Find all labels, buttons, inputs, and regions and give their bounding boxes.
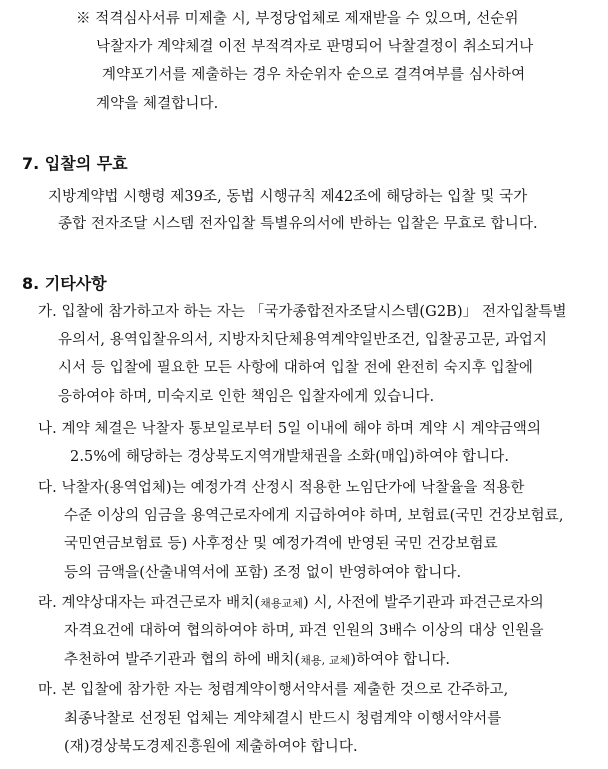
item-da-line-4: 등의 금액을(산출내역서에 포함) 조정 없이 반영하여야 합니다.: [64, 565, 462, 581]
note-line-3: 계약포기서를 제출하는 경우 차순위자 순으로 결격여부를 심사하여: [102, 67, 526, 83]
section-7-line-2: 종합 전자조달 시스템 전자입찰 특별유의서에 반하는 입찰은 무효로 합니다.: [58, 216, 538, 232]
item-ra-line-1-small: 채용교체: [260, 597, 303, 610]
item-ma-line-3: (재)경상북도경제진흥원에 제출하여야 합니다.: [64, 739, 358, 755]
item-ga-line-2: 유의서, 용역입찰유의서, 지방자치단체용역계약일반조건, 입찰공고문, 과업지: [58, 332, 548, 348]
item-ra-line-3-b: )하여야 합니다.: [350, 652, 451, 668]
item-ra-line-3-small: 채용, 교체: [300, 654, 351, 667]
item-ra-line-2: 자격요건에 대하여 협의하여야 하며, 파견 인원의 3배수 이상의 대상 인원을: [64, 623, 544, 639]
item-ma-line-2: 최종낙찰로 선정된 업체는 계약체결시 반드시 청렴계약 이행서약서를: [64, 711, 502, 727]
item-ga-line-1: 가. 입찰에 참가하고자 하는 자는 「국가종합전자조달시스템(G2B)」 전자입찰특별: [38, 304, 567, 320]
note-line-2: 낙찰자가 계약체결 이전 부적격자로 판명되어 낙찰결정이 취소되거나: [96, 39, 534, 55]
item-da-line-2: 수준 이상의 임금을 용역근로자에게 지급하여야 하며, 보험료(국민 건강보험료,: [64, 508, 564, 524]
section-7-line-1: 지방계약법 시행령 제39조, 동법 시행규칙 제42조에 해당하는 입찰 및 국가: [48, 189, 528, 205]
item-ra-line-1-a: 라. 계약상대자는 파견근로자 배치(: [38, 595, 261, 611]
section-8-title: 8. 기타사항: [22, 274, 107, 293]
item-ma-line-1: 마. 본 입찰에 참가한 자는 청렴계약이행서약서를 제출한 것으로 간주하고,: [38, 682, 509, 698]
section-7-title: 7. 입찰의 무효: [22, 154, 128, 173]
item-da-line-1: 다. 낙찰자(용역업체)는 예정가격 산정시 적용한 노임단가에 낙찰율을 적용한: [38, 480, 525, 496]
item-da-line-3: 국민연금보험료 등) 사후정산 및 예정가격에 반영된 국민 건강보험료: [64, 536, 498, 552]
item-ra-line-3-a: 추천하여 발주기관과 협의 하에 배치(: [64, 652, 301, 668]
item-na-line-2: 2.5%에 해당하는 경상북도지역개발채권을 소화(매입)하여야 합니다.: [70, 449, 510, 465]
note-line-4: 계약을 체결합니다.: [96, 96, 219, 112]
item-ra-line-1-b: ) 시, 사전에 발주기관과 파견근로자의: [303, 595, 544, 611]
item-ra-line-1: [38, 593, 544, 614]
item-ga-line-3: 시서 등 입찰에 필요한 모든 사항에 대하여 입찰 전에 완전히 숙지후 입찰에: [58, 360, 534, 376]
item-ga-line-4: 응하여야 하며, 미숙지로 인한 책임은 입찰자에게 있습니다.: [58, 389, 435, 405]
item-ra-line-3: [64, 650, 450, 671]
note-line-1: ※ 적격심사서류 미제출 시, 부정당업체로 제재받을 수 있으며, 선순위: [76, 11, 519, 27]
item-na-line-1: 나. 계약 체결은 낙찰자 통보일로부터 5일 이내에 해야 하며 계약 시 계약금액의: [38, 421, 542, 437]
